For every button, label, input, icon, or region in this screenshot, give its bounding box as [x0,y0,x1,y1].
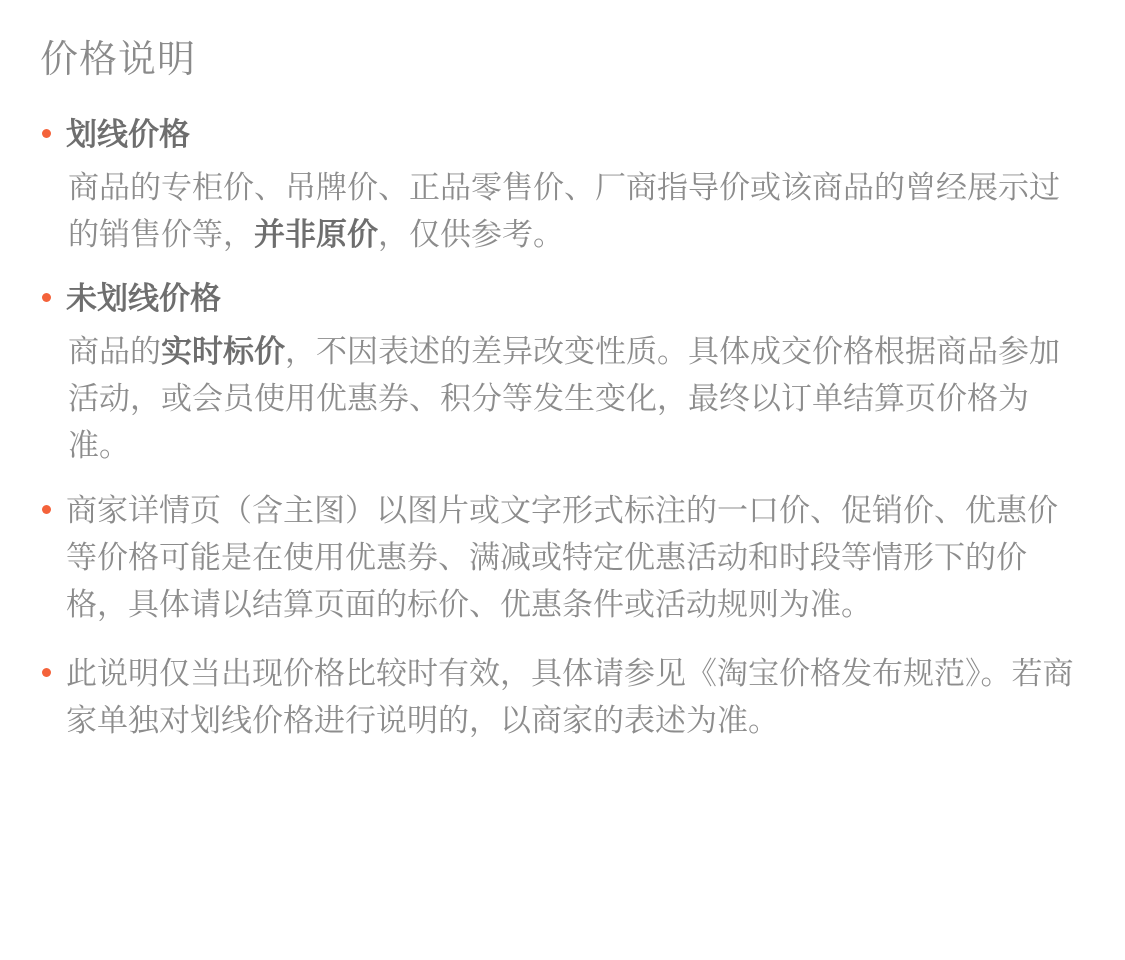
section-strikethrough-price [40,112,1085,258]
section-paragraph: 商品的实时标价，不因表述的差异改变性质。具体成交价格根据商品参加活动，或会员使用优惠券、积分等发生变化，最终以订单结算页价格为准。 [68,333,1060,463]
note-text: 商家详情页（含主图）以图片或文字形式标注的一口价、促销价、优惠价等价格可能是在使用优惠券、满减或特定优惠活动和时段等情形下的价格，具体请以结算页面的标价、优惠条件或活动规则为准。 [66,492,1058,622]
section-heading: 划线价格 [66,116,190,152]
note-text: 此说明仅当出现价格比较时有效，具体请参见《淘宝价格发布规范》。若商家单独对划线价格进行说明的，以商家的表述为准。 [66,655,1074,738]
section-heading: 未划线价格 [66,280,221,316]
section-non-strikethrough-price [40,276,1085,469]
bullet-icon [40,487,66,534]
note-item [40,487,1085,628]
section-paragraph: 商品的专柜价、吊牌价、正品零售价、厂商指导价或该商品的曾经展示过的销售价等，并非原价，仅供参考。 [68,169,1060,252]
section-heading-row [40,276,1085,322]
note-item [40,650,1085,744]
bullet-icon [40,650,66,697]
page-title: 价格说明 [40,39,197,81]
section-heading-row [40,112,1085,158]
bullet-icon [40,276,66,322]
bullet-icon [40,112,66,158]
